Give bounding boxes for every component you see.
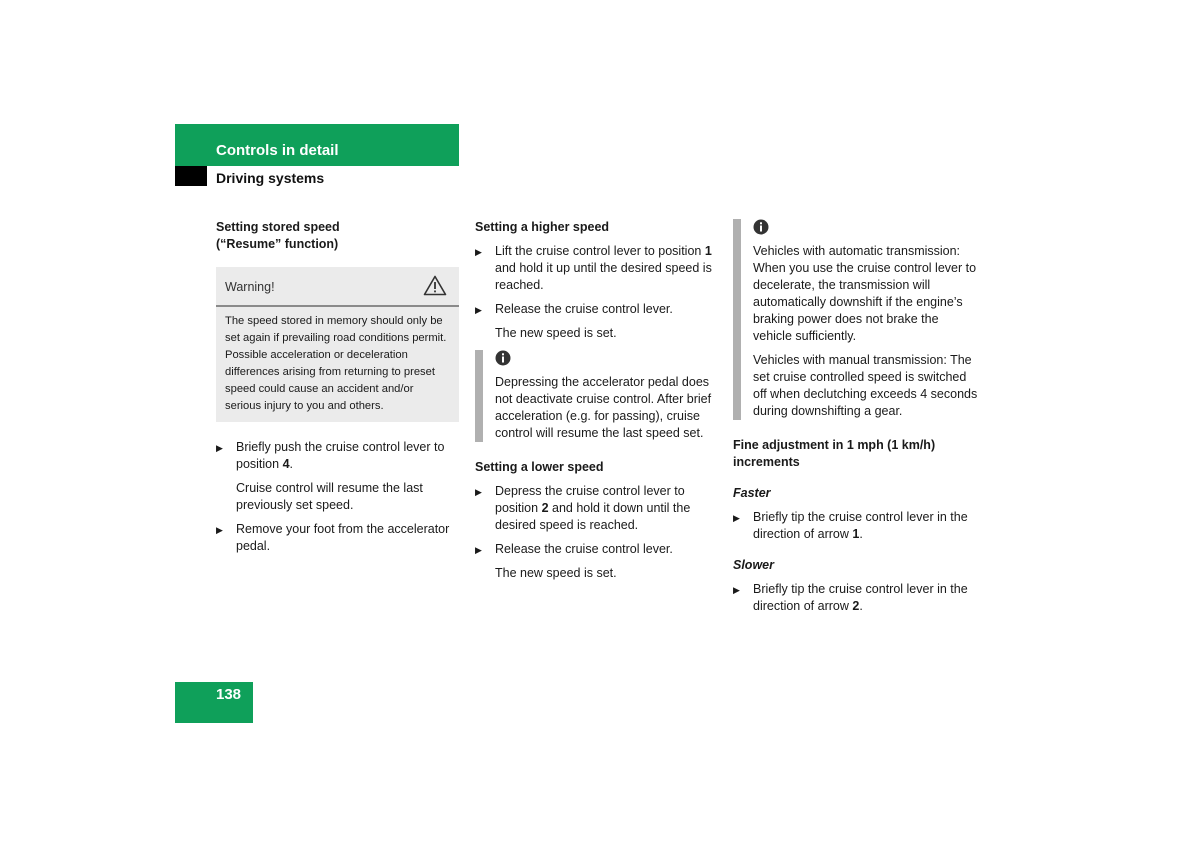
info-note xyxy=(475,350,720,442)
note-bar xyxy=(475,350,483,442)
heading-fine-adjustment: Fine adjustment in 1 mph (1 km/h) increments xyxy=(733,438,936,469)
heading-higher-speed: Setting a higher speed xyxy=(475,220,610,234)
column-3 xyxy=(733,219,978,622)
info-icon xyxy=(753,219,978,240)
note-text: Vehicles with manual transmission: The set cruise controlled speed is switched off when declutching exceeds 4 seconds during downshifting a gear. xyxy=(753,353,978,418)
warning-box xyxy=(216,267,459,422)
subheading-slower: Slower xyxy=(733,558,774,572)
step-result: Cruise control will resume the last previously set speed. xyxy=(236,481,423,512)
list-item: ▶ Release the cruise control lever. xyxy=(475,301,720,318)
list-item: ▶ Depress the cruise control lever to position 2 and hold it down until the desired speed is reached. xyxy=(475,484,691,532)
step-result: The new speed is set. xyxy=(495,566,617,580)
bullet-arrow-icon: ▶ xyxy=(733,513,740,523)
bullet-arrow-icon: ▶ xyxy=(733,585,740,595)
info-note xyxy=(733,219,978,420)
note-text: Depressing the accelerator pedal does not deactivate cruise control. After brief acceleration (e.g. for passing), cruise control will resume the last speed set. xyxy=(495,375,712,440)
list-item: ▶ Lift the cruise control lever to position 1 and hold it up until the desired speed is reached. xyxy=(475,244,712,292)
heading-lower-speed: Setting a lower speed xyxy=(475,460,604,474)
list-item: ▶ Briefly tip the cruise control lever in the direction of arrow 1. xyxy=(733,510,968,541)
subsection-title: Driving systems xyxy=(216,170,325,186)
bullet-arrow-icon: ▶ xyxy=(475,545,482,555)
list-item: ▶ Release the cruise control lever. xyxy=(475,541,720,558)
subheading-faster: Faster xyxy=(733,486,771,500)
column-2 xyxy=(475,219,720,589)
page-number-box xyxy=(175,682,253,723)
step-result: The new speed is set. xyxy=(495,326,617,340)
section-title: Controls in detail xyxy=(216,142,339,159)
list-item: ▶ Remove your foot from the accelerator pedal. xyxy=(216,522,450,553)
subsection-marker xyxy=(175,166,207,186)
page-number: 138 xyxy=(216,686,242,703)
bullet-arrow-icon: ▶ xyxy=(216,525,223,535)
note-text: Vehicles with automatic transmission: When you use the cruise control lever to decelerate, the transmission will automatically downshift if the engine’s braking power does not brake the vehicle sufficiently. xyxy=(753,244,977,343)
warning-header xyxy=(216,267,459,307)
list-item: ▶ Briefly tip the cruise control lever in the direction of arrow 2. xyxy=(733,582,968,613)
info-icon xyxy=(495,350,720,371)
warning-title: Warning! xyxy=(225,280,275,294)
bullet-arrow-icon: ▶ xyxy=(216,443,223,453)
warning-body: The speed stored in memory should only be set again if prevailing road conditions permit. Possible acceleration or deceleration differences arising from returning to preset speed could cause an accident and/or serious injury to you and others. xyxy=(225,315,447,412)
list-item: ▶ Briefly push the cruise control lever to position 4. xyxy=(216,440,445,471)
heading-resume: Setting stored speed (“Resume” function) xyxy=(216,220,340,251)
column-1 xyxy=(216,219,461,562)
note-bar xyxy=(733,219,741,420)
bullet-arrow-icon: ▶ xyxy=(475,247,482,257)
bullet-arrow-icon: ▶ xyxy=(475,487,482,497)
warning-triangle-icon xyxy=(423,275,447,301)
bullet-arrow-icon: ▶ xyxy=(475,305,482,315)
